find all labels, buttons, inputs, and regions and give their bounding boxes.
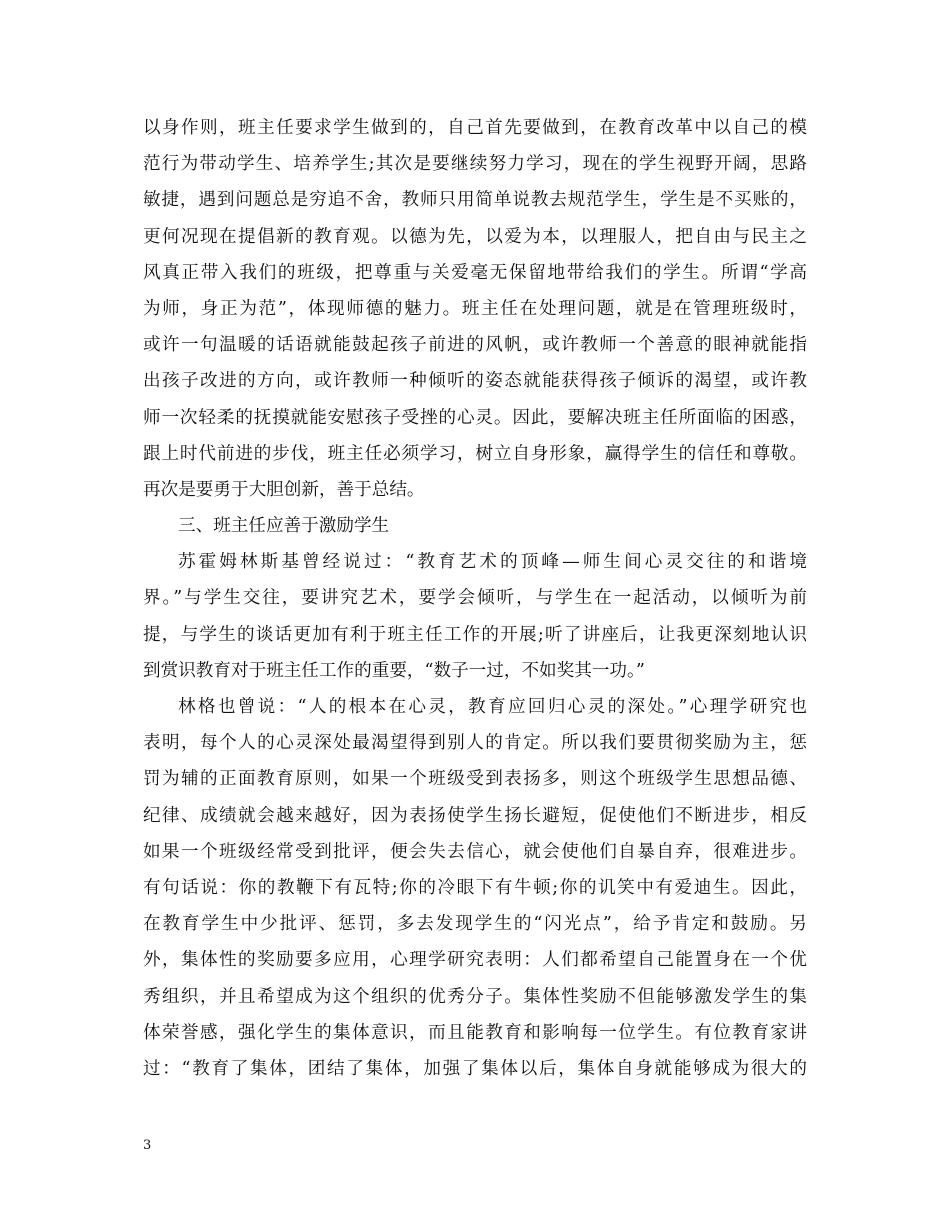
text-line: 林格也曾说：“人的根本在心灵，教育应回归心灵的深处。”心理学研究也 [178,697,807,717]
text-line: 更何况现在提倡新的教育观。以德为先，以爱为本，以理服人，把自由与民主之 [143,226,807,247]
text-line: 在教育学生中少批评、惩罚，多去发现学生的“闪光点”，给予肯定和鼓励。另 [143,914,807,935]
text-line: 跟上时代前进的步伐，班主任必须学习，树立自身形象，赢得学生的信任和尊敬。 [143,443,807,464]
text-line: 过：“教育了集体，团结了集体，加强了集体以后，集体自身就能够成为很大的 [143,1058,807,1079]
page-number: 3 [143,1138,152,1153]
text-line: 到赏识教育对于班主任工作的重要，“数子一过，不如奖其一功。” [143,660,645,681]
document-body [143,110,807,1087]
text-line: 苏霍姆林斯基曾经说过：“教育艺术的顶峰—师生间心灵交往的和谐境 [178,552,807,573]
text-line: 为师，身正为范”，体现师德的魅力。班主任在处理问题，就是在管理班级时， [143,298,807,319]
text-line: 界。”与学生交往，要讲究艺术，要学会倾听，与学生在一起活动，以倾听为前 [143,588,807,609]
text-line: 师一次轻柔的抚摸就能安慰孩子受挫的心灵。因此，要解决班主任所面临的困惑， [143,407,807,428]
text-line: 体荣誉感，强化学生的集体意识，而且能教育和影响每一位学生。有位教育家讲 [143,1022,807,1043]
text-line: 如果一个班级经常受到批评，便会失去信心，就会使他们自暴自弃，很难进步。 [143,841,807,862]
text-line: 表明，每个人的心灵深处最渴望得到别人的肯定。所以我们要贯彻奖励为主，惩 [143,733,807,754]
text-line: 敏捷，遇到问题总是穷追不舍，教师只用简单说教去规范学生，学生是不买账的， [143,190,807,211]
text-line: 出孩子改进的方向，或许教师一种倾听的姿态就能获得孩子倾诉的渴望，或许教 [143,371,807,392]
text-line: 秀组织，并且希望成为这个组织的优秀分子。集体性奖励不但能够激发学生的集 [143,986,807,1007]
text-line: 再次是要勇于大胆创新，善于总结。 [143,479,425,500]
text-line: 提，与学生的谈话更加有利于班主任工作的开展;听了讲座后，让我更深刻地认识 [143,624,807,645]
text-line: 纪律、成绩就会越来越好，因为表扬使学生扬长避短，促使他们不断进步，相反 [143,805,807,826]
text-line: 三、班主任应善于激励学生 [178,516,390,537]
text-line: 罚为辅的正面教育原则，如果一个班级受到表扬多，则这个班级学生思想品德、 [143,769,807,790]
text-line: 外，集体性的奖励要多应用，心理学研究表明：人们都希望自己能置身在一个优 [143,950,807,971]
text-line: 有句话说：你的教鞭下有瓦特;你的冷眼下有牛顿;你的讥笑中有爱迪生。因此， [143,877,807,898]
text-line: 以身作则，班主任要求学生做到的，自己首先要做到，在教育改革中以自己的模 [143,118,807,138]
text-line: 或许一句温暖的话语就能鼓起孩子前进的风帆，或许教师一个善意的眼神就能指 [143,335,807,356]
text-line: 风真正带入我们的班级，把尊重与关爱毫无保留地带给我们的学生。所谓“学高 [143,262,807,283]
text-line: 范行为带动学生、培养学生;其次是要继续努力学习，现在的学生视野开阔，思路 [143,154,807,175]
